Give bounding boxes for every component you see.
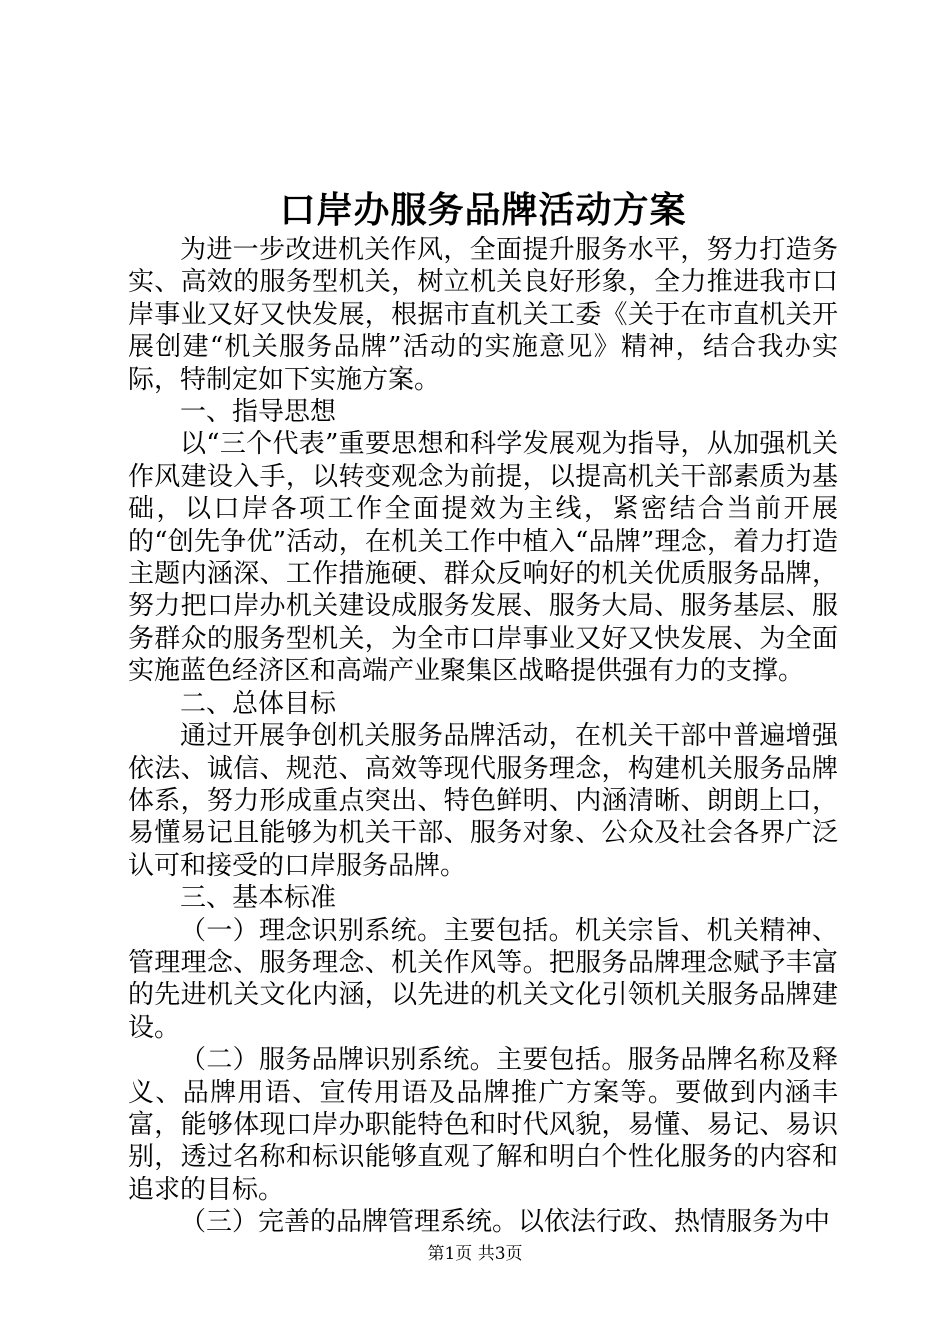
standard-item-1-paragraph: （一）理念识别系统。主要包括。机关宗旨、机关精神、管理理念、服务理念、机关作风等。把服务品牌理念赋予丰富的先进机关文化内涵，以先进的机关文化引领机关服务品牌建设。 [128,915,838,1043]
section-heading-guiding-ideology: 一、指导思想 [180,397,337,428]
standard-item-3-paragraph: （三）完善的品牌管理系统。以依法行政、热情服务为中 [180,1207,831,1238]
overall-goal-paragraph: 通过开展争创机关服务品牌活动，在机关干部中普遍增强依法、诚信、规范、高效等现代服务理念，构建机关服务品牌体系，努力形成重点突出、特色鲜明、内涵清晰、朗朗上口，易懂易记且能够为机关干部、服务对象、公众及社会各界广泛认可和接受的口岸服务品牌。 [128,721,838,881]
page-number-footer: 第1页 共3页 [427,1244,523,1264]
guiding-ideology-paragraph: 以“三个代表”重要思想和科学发展观为指导，从加强机关作风建设入手，以转变观念为前提，以提高机关干部素质为基础，以口岸各项工作全面提效为主线，紧密结合当前开展的“创先争优”活动，在机关工作中植入“品牌”理念，着力打造主题内涵深、工作措施硬、群众反响好的机关优质服务品牌，努力把口岸办机关建设成服务发展、服务大局、服务基层、服务群众的服务型机关，为全市口岸事业又好又快发展、为全面实施蓝色经济区和高端产业聚集区战略提供强有力的支撑。 [128,429,838,687]
section-heading-overall-goal: 二、总体目标 [180,688,337,719]
standard-item-2-paragraph: （二）服务品牌识别系统。主要包括。服务品牌名称及释义、品牌用语、宣传用语及品牌推广方案等。要做到内涵丰富，能够体现口岸办职能特色和时代风貌，易懂、易记、易识别，透过名称和标识能够直观了解和明白个性化服务的内容和追求的目标。 [128,1045,838,1205]
document-title: 口岸办服务品牌活动方案 [279,189,687,231]
section-heading-basic-standards: 三、基本标准 [180,883,337,914]
intro-paragraph: 为进一步改进机关作风，全面提升服务水平，努力打造务实、高效的服务型机关，树立机关良好形象，全力推进我市口岸事业又好又快发展，根据市直机关工委《关于在市直机关开展创建“机关服务品牌”活动的实施意见》精神，结合我办实际，特制定如下实施方案。 [128,235,838,395]
document-page [128,186,838,1239]
